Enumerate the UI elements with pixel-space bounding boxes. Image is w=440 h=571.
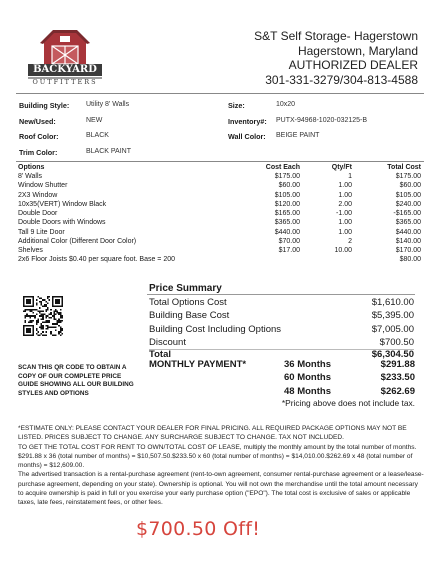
option-name: 8' Walls bbox=[18, 173, 43, 180]
price-summary-table bbox=[149, 296, 414, 349]
option-row bbox=[18, 209, 421, 218]
months-60: 60 Months bbox=[284, 372, 331, 384]
disclaimer-calculation: $291.88 x 36 (total number of months) = $10,507.50.$233.50 x 60 (total number of months) = $14,010.00.$262.69 x 48 (total number of months) = $12,609.00. bbox=[18, 452, 413, 470]
option-row bbox=[18, 172, 421, 181]
option-row bbox=[18, 218, 421, 227]
option-cost-each: $365.00 bbox=[274, 219, 300, 227]
option-qty: 10.00 bbox=[334, 247, 352, 254]
roof-color-value: BLACK bbox=[86, 132, 109, 139]
discount-stamp: $700.50 Off! bbox=[136, 518, 261, 540]
monthly-payments bbox=[284, 359, 415, 399]
option-cost-each: $165.00 bbox=[274, 210, 300, 217]
wall-color-label: Wall Color: bbox=[228, 132, 266, 141]
total-label: Total bbox=[149, 349, 171, 360]
months-48: 48 Months bbox=[284, 385, 331, 397]
dealer-city: Hagerstown, Maryland bbox=[297, 43, 418, 58]
option-row bbox=[18, 181, 421, 190]
option-total: $80.00 bbox=[399, 256, 421, 264]
months-36: 36 Months bbox=[284, 359, 331, 370]
amount-48: $262.69 bbox=[380, 385, 415, 397]
option-name: Double Door bbox=[18, 210, 58, 217]
option-name: Additional Color (Different Door Color) bbox=[18, 237, 137, 245]
option-total: $240.00 bbox=[395, 200, 421, 208]
option-cost-each: $120.00 bbox=[274, 200, 300, 208]
building-style-value: Utility 8' Walls bbox=[86, 101, 130, 108]
option-cost-each: $70.00 bbox=[278, 237, 300, 245]
divider bbox=[16, 93, 424, 94]
option-total: $60.00 bbox=[399, 182, 421, 190]
building-style-label: Building Style: bbox=[19, 101, 70, 110]
size-label: Size: bbox=[228, 101, 245, 110]
price-summary-row bbox=[149, 309, 414, 322]
option-total: $140.00 bbox=[395, 237, 421, 245]
roof-color-label: Roof Color: bbox=[19, 132, 59, 141]
option-row bbox=[18, 237, 421, 246]
price-summary-value: $1,610.00 bbox=[371, 297, 414, 308]
monthly-row bbox=[284, 386, 415, 399]
option-qty: 2.00 bbox=[338, 200, 352, 208]
option-name: Double Doors with Windows bbox=[18, 219, 106, 227]
total-cost-header: Total Cost bbox=[387, 164, 421, 171]
option-row bbox=[18, 255, 421, 264]
trim-color-value: BLACK PAINT bbox=[86, 148, 131, 155]
option-cost-each: $175.00 bbox=[274, 173, 300, 180]
option-qty: 1.00 bbox=[338, 219, 352, 227]
option-cost-each bbox=[238, 255, 300, 264]
disclaimer-estimate: *ESTIMATE ONLY: PLEASE CONTACT YOUR DEALER FOR FINAL PRICING. ALL REQUIRED PACKAGE OPTIONS MAY NOT BE LISTED. PRICES SUBJECT TO CHANGE. ANY SURCHARGE SUBJECT TO CHANGE. TAX NOT INCLUDED. bbox=[18, 425, 407, 442]
dealer-info bbox=[218, 29, 418, 87]
option-qty: -1.00 bbox=[336, 210, 352, 217]
price-summary-value: $700.50 bbox=[379, 336, 414, 348]
options-table bbox=[18, 164, 421, 265]
option-name: 10x35(VERT) Window Black bbox=[18, 200, 107, 208]
price-summary-label: Building Base Cost bbox=[149, 310, 230, 322]
new-used-label: New/Used: bbox=[19, 117, 56, 126]
disclaimer-rent-to-own: TO GET THE TOTAL COST FOR RENT TO OWN/TOTAL COST OF LEASE, multiply the monthly amount by the total number of months. bbox=[18, 443, 417, 451]
total-value: $6,304.50 bbox=[371, 349, 414, 360]
option-name: Tall 9 Lite Door bbox=[18, 228, 65, 236]
amount-36: $291.88 bbox=[380, 359, 415, 370]
price-summary-row bbox=[149, 323, 414, 336]
dealer-name: S&T Self Storage- Hagerstown bbox=[254, 29, 418, 43]
option-total: $105.00 bbox=[395, 191, 421, 199]
option-cost-each: $105.00 bbox=[274, 191, 300, 199]
inventory-value: PUTX-94968-1020-032125-B bbox=[276, 117, 368, 124]
price-summary-label: Total Options Cost bbox=[149, 297, 227, 308]
new-used-value: NEW bbox=[86, 117, 103, 124]
price-summary-value: $5,395.00 bbox=[371, 310, 414, 322]
option-row bbox=[18, 191, 421, 200]
qr-code[interactable] bbox=[23, 296, 63, 336]
option-row bbox=[18, 228, 421, 237]
dealer-phones: 301-331-3279/304-813-4588 bbox=[265, 72, 418, 87]
option-name: Window Shutter bbox=[18, 182, 68, 190]
disclaimer bbox=[18, 424, 424, 508]
option-qty: 1.00 bbox=[338, 228, 352, 236]
tax-note: *Pricing above does not include tax. bbox=[281, 398, 415, 408]
option-name: Shelves bbox=[18, 247, 43, 254]
monthly-row bbox=[284, 359, 415, 372]
option-total: $440.00 bbox=[395, 228, 421, 236]
option-qty: 2 bbox=[348, 237, 352, 245]
qty-header: Qty/Ft bbox=[331, 164, 352, 171]
inventory-label: Inventory#: bbox=[228, 117, 267, 126]
dealer-title: AUTHORIZED DEALER bbox=[288, 58, 418, 73]
option-qty bbox=[300, 255, 358, 264]
price-summary-row bbox=[149, 336, 414, 349]
option-qty: 1.00 bbox=[338, 191, 352, 199]
price-summary-divider bbox=[147, 294, 415, 295]
price-summary-label: Discount bbox=[149, 336, 186, 348]
option-cost-each: $60.00 bbox=[278, 182, 300, 190]
price-summary-value: $7,005.00 bbox=[371, 323, 414, 335]
backyard-outfitters-logo bbox=[22, 28, 108, 86]
monthly-row bbox=[284, 372, 415, 385]
logo-wordmark: BACKYARD bbox=[33, 64, 97, 75]
option-total: -$165.00 bbox=[393, 210, 421, 217]
wall-color-value: BEIGE PAINT bbox=[276, 132, 320, 139]
option-name: 2X3 Window bbox=[18, 191, 58, 199]
trim-color-label: Trim Color: bbox=[19, 148, 58, 157]
option-row bbox=[18, 246, 421, 255]
disclaimer-agreement: The advertised transaction is a rental-purchase agreement (rent-to-own agreement, consumer rental-purchase agreement or a lease/lease-purchase agreement, depending on your state). Ownership is optional. You will not own the merchandise until the total amount necessary to acquire ownership is paid in full or you exercise your early purchase option ("EPO"). The total cost is exclusive of sales or applicable taxes, late fees, reinstatement fees, or other fees. bbox=[18, 471, 424, 507]
price-summary-row bbox=[149, 296, 414, 309]
option-total: $365.00 bbox=[395, 219, 421, 227]
price-summary-label: Building Cost Including Options bbox=[149, 323, 282, 335]
size-value: 10x20 bbox=[276, 101, 296, 108]
amount-60: $233.50 bbox=[380, 372, 415, 384]
option-cost-each: $17.00 bbox=[278, 247, 300, 254]
qr-caption: SCAN THIS QR CODE TO OBTAIN A COPY OF OUR COMPLETE PRICE GUIDE SHOWING ALL OUR BUILDING STYLES AND OPTIONS bbox=[18, 364, 134, 397]
divider bbox=[16, 161, 424, 162]
option-cost-each: $440.00 bbox=[274, 228, 300, 236]
options-header-row bbox=[18, 164, 421, 172]
option-total: $175.00 bbox=[395, 173, 421, 180]
option-qty: 1 bbox=[348, 173, 352, 180]
cost-each-header: Cost Each bbox=[265, 164, 300, 171]
option-row bbox=[18, 200, 421, 209]
option-qty: 1.00 bbox=[338, 182, 352, 190]
option-name: 2x6 Floor Joists $0.40 per square foot. Base = 200 bbox=[18, 256, 176, 264]
options-header: Options bbox=[18, 164, 45, 171]
logo-subtitle: OUTFITTERS bbox=[32, 78, 98, 86]
option-total: $170.00 bbox=[395, 247, 421, 254]
price-summary-title: Price Summary bbox=[149, 283, 222, 294]
monthly-payment-label: MONTHLY PAYMENT* bbox=[149, 359, 247, 370]
